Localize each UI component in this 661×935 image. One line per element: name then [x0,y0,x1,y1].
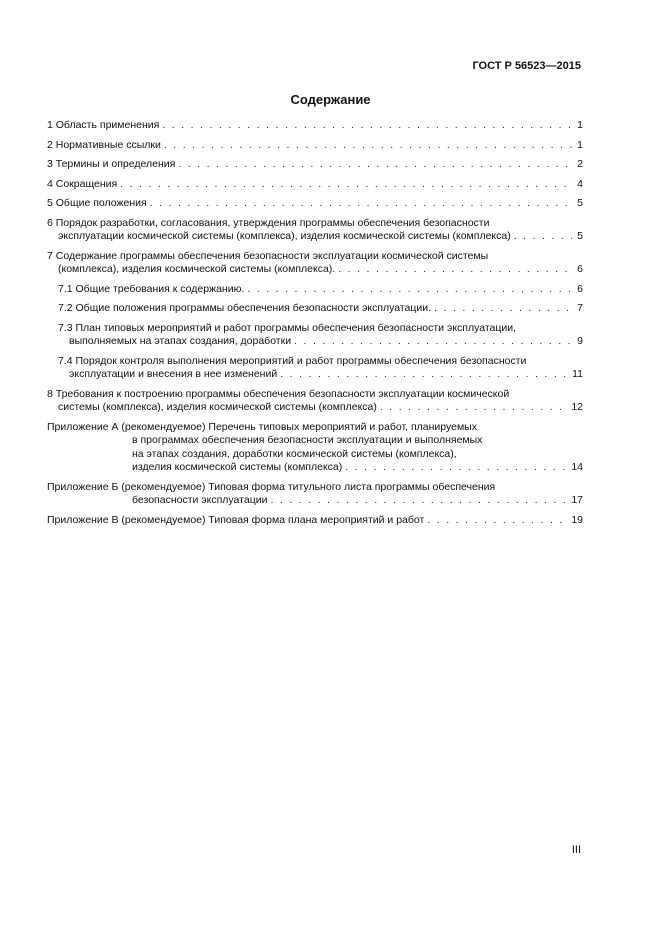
toc-entry-appendix-a[interactable] [47,421,583,475]
toc-entry-7-3[interactable] [47,322,583,349]
toc-entry-6[interactable] [47,217,583,244]
dot-leader [338,263,572,277]
toc-page-number: 5 [577,197,583,209]
toc-page-number: 17 [571,494,583,506]
toc-page-number: 5 [577,230,583,242]
toc-entry-text: Приложение А (рекомендуемое) Перечень типовых мероприятий и работ, планируемых [47,420,477,433]
toc-entry-appendix-b[interactable] [47,481,583,508]
toc-entry-7-4[interactable] [47,355,583,382]
toc-page-number: 7 [577,302,583,314]
dot-leader [247,283,572,297]
toc-entry-appendix-v[interactable] [47,514,583,528]
dot-leader [150,197,572,211]
toc-entry-text: 2 Нормативные ссылки [47,138,161,151]
toc-page-number: 6 [577,263,583,275]
toc-entry-text: 7 Содержание программы обеспечения безопасности эксплуатации космической системы [47,249,489,262]
toc-entry-2[interactable] [47,139,583,153]
toc-entry-text-cont: эксплуатации и внесения в нее изменений [69,368,278,380]
toc-entry-8[interactable] [47,388,583,415]
dot-leader [270,494,568,508]
toc-page-number: 2 [577,158,583,170]
toc-entry-text-cont: эксплуатации космической системы (комплекса), изделия космической системы (комплекса) [58,230,511,242]
toc-entry-5[interactable] [47,197,583,211]
toc-page-number: 1 [577,138,583,151]
dot-leader [427,514,568,528]
toc-entry-text: 6 Порядок разработки, согласования, утверждения программы обеспечения безопасности [47,216,490,229]
toc-entry-1[interactable] [47,119,583,133]
toc-page-number: 11 [572,368,583,380]
dot-leader [280,368,569,382]
toc-entry-4[interactable] [47,178,583,192]
toc-entry-text: Приложение В (рекомендуемое) Типовая форма плана мероприятий и работ [47,513,425,526]
toc-page-number: 6 [577,282,583,295]
toc-entry-7-2[interactable] [47,302,583,316]
table-of-contents [47,119,583,533]
page-title: Содержание [290,92,371,107]
dot-leader [164,139,572,153]
toc-entry-text: Приложение Б (рекомендуемое) Типовая форма титульного листа программы обеспечения [47,480,496,493]
dot-leader [294,335,572,349]
toc-page-number: 4 [577,177,583,190]
toc-entry-text-cont: выполняемых на этапах создания, доработки [69,335,292,347]
toc-entry-7-1[interactable] [47,283,583,297]
toc-page-number: 1 [577,119,583,131]
toc-entry-text-cont: (комплекса), изделия космической системы (комплекса). [58,263,336,275]
toc-page-number: 14 [571,461,583,473]
dot-leader [514,230,572,244]
toc-entry-text-cont: на этапах создания, доработки космической системы (комплекса), [132,447,457,460]
dot-leader [178,158,572,172]
dot-leader [345,461,568,475]
toc-entry-3[interactable] [47,158,583,172]
toc-entry-text-cont: в программах обеспечения безопасности эксплуатации и выполняемых [132,434,483,446]
toc-entry-text: 7.2 Общие положения программы обеспечения безопасности эксплуатации. [58,302,432,314]
toc-entry-text: 1 Область применения [47,119,160,131]
toc-entry-text: 8 Требования к построению программы обеспечения безопасности эксплуатации космической [47,387,510,400]
toc-entry-text: 4 Сокращения [47,177,118,190]
dot-leader [120,178,572,192]
dot-leader [380,401,568,415]
page-number: III [571,844,581,856]
toc-entry-text-cont: изделия космической системы (комплекса) [132,461,343,473]
toc-entry-text: 7.4 Порядок контроля выполнения мероприятий и работ программы обеспечения безопасности [58,354,527,367]
toc-entry-text: 7.3 План типовых мероприятий и работ программы обеспечения безопасности эксплуатации, [58,321,517,334]
dot-leader [434,302,572,316]
standard-number: ГОСТ Р 56523—2015 [472,60,581,72]
toc-entry-text-cont: системы (комплекса), изделия космической системы (комплекса) [58,401,377,413]
toc-entry-text: 7.1 Общие требования к содержанию. [58,282,245,295]
toc-entry-text: 5 Общие положения [47,197,147,209]
toc-page-number: 19 [571,513,583,526]
dot-leader [162,119,572,133]
toc-page-number: 12 [571,401,583,413]
toc-entry-text: 3 Термины и определения [47,158,176,170]
toc-entry-7[interactable] [47,250,583,277]
toc-entry-text-cont: безопасности эксплуатации [132,494,268,506]
toc-page-number: 9 [577,335,583,347]
